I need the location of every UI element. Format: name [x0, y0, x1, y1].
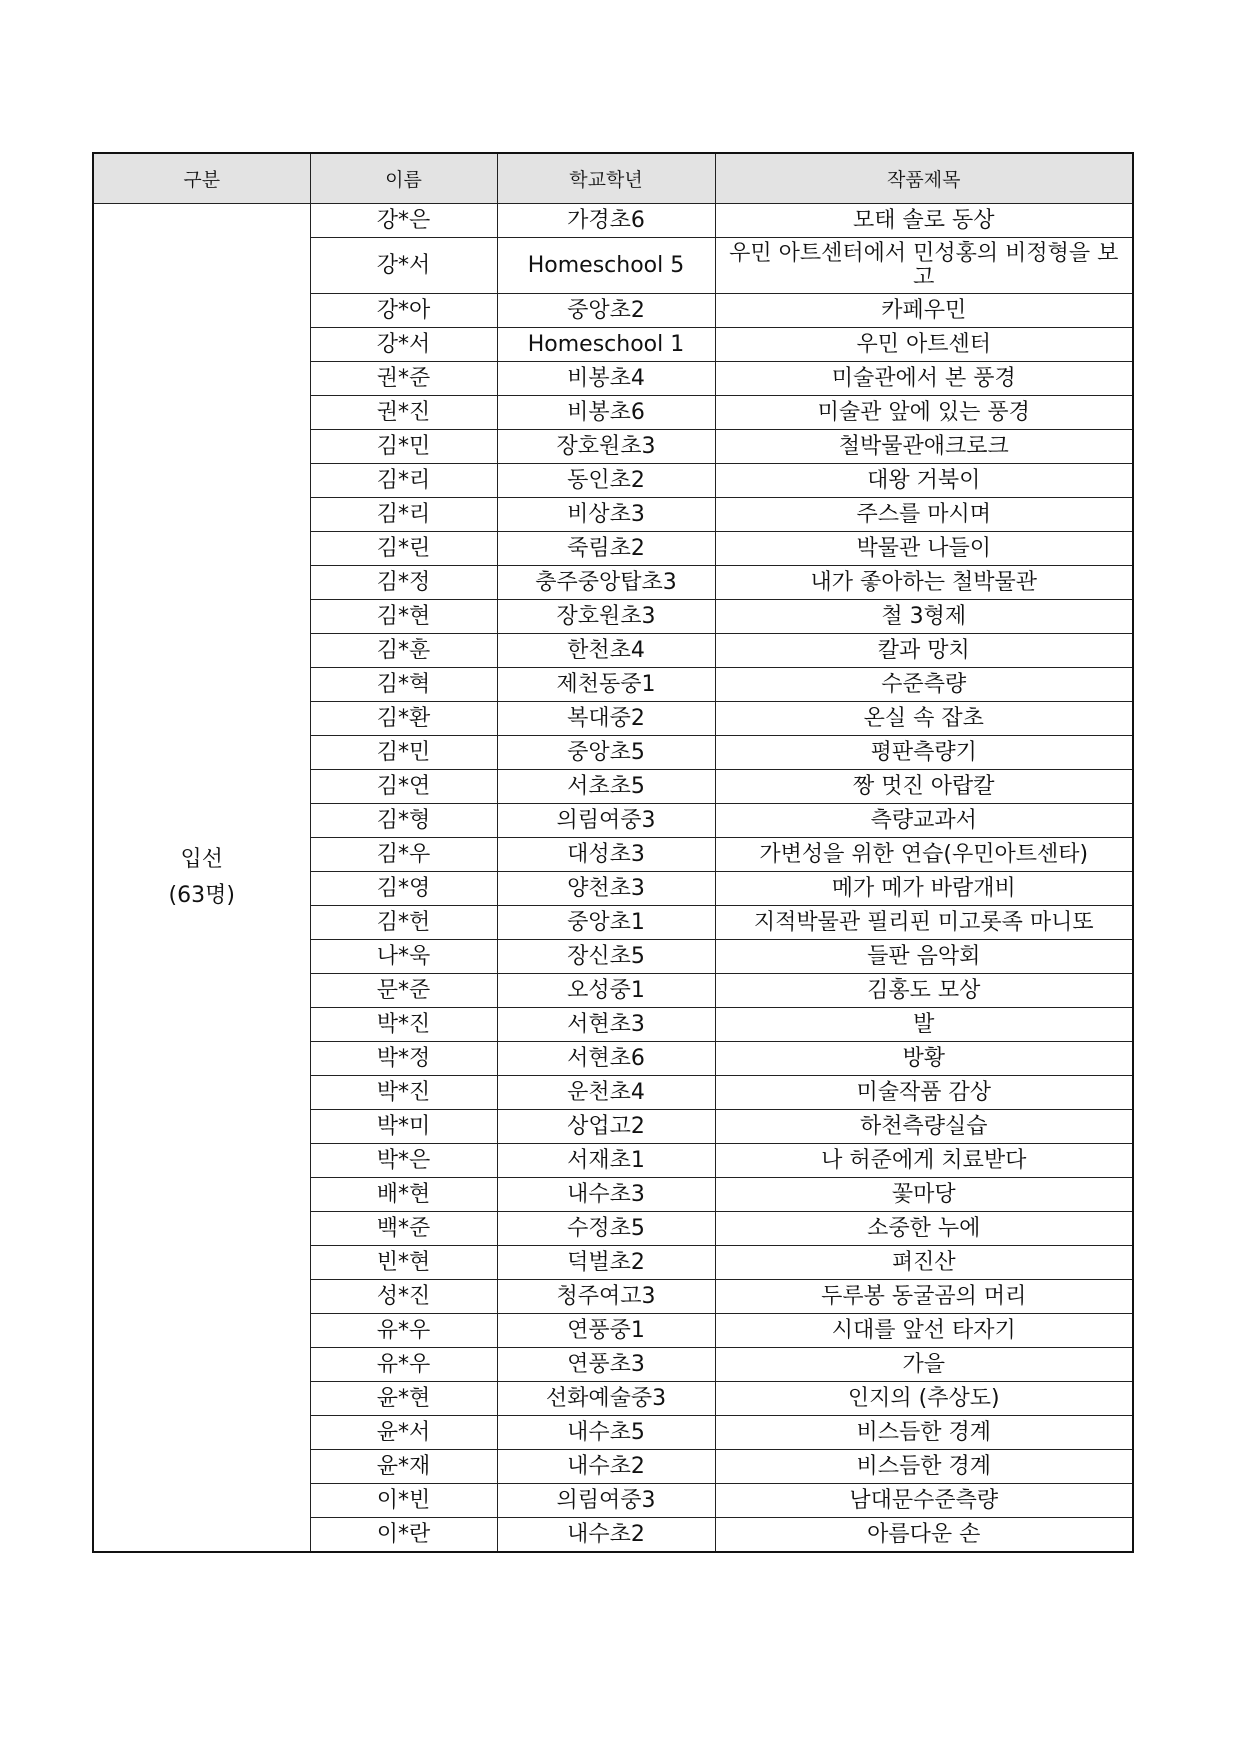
award-list-table — [92, 152, 1134, 1553]
cell-name: 김*환 — [310, 702, 497, 736]
header-name: 이름 — [310, 153, 497, 204]
cell-school-grade: 의림여중3 — [497, 804, 715, 838]
cell-name: 강*은 — [310, 204, 497, 238]
cell-work-title: 측량교과서 — [715, 804, 1133, 838]
cell-work-title: 철 3형제 — [715, 600, 1133, 634]
cell-work-title: 평판측량기 — [715, 736, 1133, 770]
cell-name: 권*준 — [310, 362, 497, 396]
cell-work-title: 모태 솔로 동상 — [715, 204, 1133, 238]
cell-work-title: 미술관에서 본 풍경 — [715, 362, 1133, 396]
cell-name: 김*연 — [310, 770, 497, 804]
header-work-title: 작품제목 — [715, 153, 1133, 204]
cell-name: 배*현 — [310, 1178, 497, 1212]
cell-school-grade: 의림여중3 — [497, 1484, 715, 1518]
cell-school-grade: 비봉초6 — [497, 396, 715, 430]
cell-work-title: 비스듬한 경계 — [715, 1416, 1133, 1450]
cell-work-title: 카페우민 — [715, 294, 1133, 328]
cell-work-title: 짱 멋진 아랍칼 — [715, 770, 1133, 804]
cell-name: 박*은 — [310, 1144, 497, 1178]
table-body — [93, 204, 1133, 1553]
cell-name: 김*리 — [310, 464, 497, 498]
cell-school-grade: 양천초3 — [497, 872, 715, 906]
cell-school-grade: 오성중1 — [497, 974, 715, 1008]
cell-school-grade: 상업고2 — [497, 1110, 715, 1144]
cell-school-grade: 서현초3 — [497, 1008, 715, 1042]
cell-work-title: 펴진산 — [715, 1246, 1133, 1280]
cell-name: 김*혁 — [310, 668, 497, 702]
cell-name: 강*서 — [310, 238, 497, 294]
cell-name: 김*린 — [310, 532, 497, 566]
cell-work-title: 우민 아트센터에서 민성홍의 비정형을 보고 — [715, 238, 1133, 294]
cell-school-grade: 장신초5 — [497, 940, 715, 974]
cell-school-grade: 연풍초3 — [497, 1348, 715, 1382]
cell-school-grade: 내수초2 — [497, 1518, 715, 1553]
cell-work-title: 메가 메가 바람개비 — [715, 872, 1133, 906]
cell-work-title: 시대를 앞선 타자기 — [715, 1314, 1133, 1348]
header-school-grade: 학교학년 — [497, 153, 715, 204]
cell-name: 백*준 — [310, 1212, 497, 1246]
cell-work-title: 남대문수준측량 — [715, 1484, 1133, 1518]
cell-school-grade: 중앙초1 — [497, 906, 715, 940]
cell-school-grade: 서현초6 — [497, 1042, 715, 1076]
cell-name: 박*미 — [310, 1110, 497, 1144]
cell-work-title: 대왕 거북이 — [715, 464, 1133, 498]
cell-work-title: 발 — [715, 1008, 1133, 1042]
cell-work-title: 온실 속 잡초 — [715, 702, 1133, 736]
cell-school-grade: 서초초5 — [497, 770, 715, 804]
cell-name: 강*아 — [310, 294, 497, 328]
cell-school-grade: 연풍중1 — [497, 1314, 715, 1348]
cell-name: 김*민 — [310, 736, 497, 770]
cell-school-grade: 중앙초2 — [497, 294, 715, 328]
cell-work-title: 철박물관애크로크 — [715, 430, 1133, 464]
cell-work-title: 인지의 (추상도) — [715, 1382, 1133, 1416]
cell-name: 김*정 — [310, 566, 497, 600]
cell-name: 나*욱 — [310, 940, 497, 974]
cell-school-grade: 충주중앙탑초3 — [497, 566, 715, 600]
cell-name: 권*진 — [310, 396, 497, 430]
cell-name: 박*정 — [310, 1042, 497, 1076]
category-label: 입선 — [180, 846, 223, 872]
category-cell — [93, 204, 310, 1553]
cell-work-title: 두루봉 동굴곰의 머리 — [715, 1280, 1133, 1314]
cell-name: 유*우 — [310, 1348, 497, 1382]
cell-name: 김*리 — [310, 498, 497, 532]
cell-school-grade: 대성초3 — [497, 838, 715, 872]
cell-school-grade: 중앙초5 — [497, 736, 715, 770]
category-count: (63명) — [168, 882, 235, 908]
cell-name: 성*진 — [310, 1280, 497, 1314]
cell-school-grade: 죽림초2 — [497, 532, 715, 566]
cell-work-title: 김홍도 모상 — [715, 974, 1133, 1008]
cell-name: 김*우 — [310, 838, 497, 872]
cell-school-grade: 수정초5 — [497, 1212, 715, 1246]
cell-school-grade: 내수초5 — [497, 1416, 715, 1450]
cell-work-title: 꽃마당 — [715, 1178, 1133, 1212]
cell-school-grade: Homeschool 5 — [497, 238, 715, 294]
cell-work-title: 들판 음악회 — [715, 940, 1133, 974]
cell-work-title: 비스듬한 경계 — [715, 1450, 1133, 1484]
cell-name: 유*우 — [310, 1314, 497, 1348]
cell-school-grade: 내수초3 — [497, 1178, 715, 1212]
cell-school-grade: 선화예술중3 — [497, 1382, 715, 1416]
cell-school-grade: 서재초1 — [497, 1144, 715, 1178]
cell-work-title: 가을 — [715, 1348, 1133, 1382]
cell-school-grade: 한천초4 — [497, 634, 715, 668]
cell-name: 강*서 — [310, 328, 497, 362]
cell-work-title: 칼과 망치 — [715, 634, 1133, 668]
cell-work-title: 수준측량 — [715, 668, 1133, 702]
cell-school-grade: 비상초3 — [497, 498, 715, 532]
cell-school-grade: 내수초2 — [497, 1450, 715, 1484]
cell-work-title: 주스를 마시며 — [715, 498, 1133, 532]
cell-work-title: 내가 좋아하는 철박물관 — [715, 566, 1133, 600]
cell-school-grade: 운천초4 — [497, 1076, 715, 1110]
cell-name: 김*헌 — [310, 906, 497, 940]
cell-name: 김*민 — [310, 430, 497, 464]
cell-school-grade: 제천동중1 — [497, 668, 715, 702]
cell-work-title: 소중한 누에 — [715, 1212, 1133, 1246]
cell-work-title: 미술관 앞에 있는 풍경 — [715, 396, 1133, 430]
header-category: 구분 — [93, 153, 310, 204]
table-row — [93, 204, 1133, 238]
cell-name: 김*훈 — [310, 634, 497, 668]
cell-school-grade: 가경초6 — [497, 204, 715, 238]
cell-work-title: 가변성을 위한 연습(우민아트센타) — [715, 838, 1133, 872]
cell-name: 김*형 — [310, 804, 497, 838]
cell-school-grade: 장호원초3 — [497, 600, 715, 634]
cell-school-grade: Homeschool 1 — [497, 328, 715, 362]
cell-school-grade: 장호원초3 — [497, 430, 715, 464]
cell-work-title: 미술작품 감상 — [715, 1076, 1133, 1110]
cell-name: 윤*서 — [310, 1416, 497, 1450]
cell-school-grade: 청주여고3 — [497, 1280, 715, 1314]
cell-name: 박*진 — [310, 1008, 497, 1042]
table-header — [93, 153, 1133, 204]
cell-name: 김*영 — [310, 872, 497, 906]
cell-work-title: 지적박물관 필리핀 미고롯족 마니또 — [715, 906, 1133, 940]
cell-school-grade: 동인초2 — [497, 464, 715, 498]
cell-work-title: 우민 아트센터 — [715, 328, 1133, 362]
cell-school-grade: 덕벌초2 — [497, 1246, 715, 1280]
cell-name: 문*준 — [310, 974, 497, 1008]
cell-work-title: 박물관 나들이 — [715, 532, 1133, 566]
header-row — [93, 153, 1133, 204]
cell-name: 박*진 — [310, 1076, 497, 1110]
cell-work-title: 아름다운 손 — [715, 1518, 1133, 1553]
cell-school-grade: 복대중2 — [497, 702, 715, 736]
cell-name: 김*현 — [310, 600, 497, 634]
cell-school-grade: 비봉초4 — [497, 362, 715, 396]
cell-name: 이*란 — [310, 1518, 497, 1553]
cell-work-title: 하천측량실습 — [715, 1110, 1133, 1144]
cell-work-title: 나 허준에게 치료받다 — [715, 1144, 1133, 1178]
cell-name: 빈*현 — [310, 1246, 497, 1280]
cell-work-title: 방황 — [715, 1042, 1133, 1076]
cell-name: 윤*현 — [310, 1382, 497, 1416]
cell-name: 이*빈 — [310, 1484, 497, 1518]
cell-name: 윤*재 — [310, 1450, 497, 1484]
